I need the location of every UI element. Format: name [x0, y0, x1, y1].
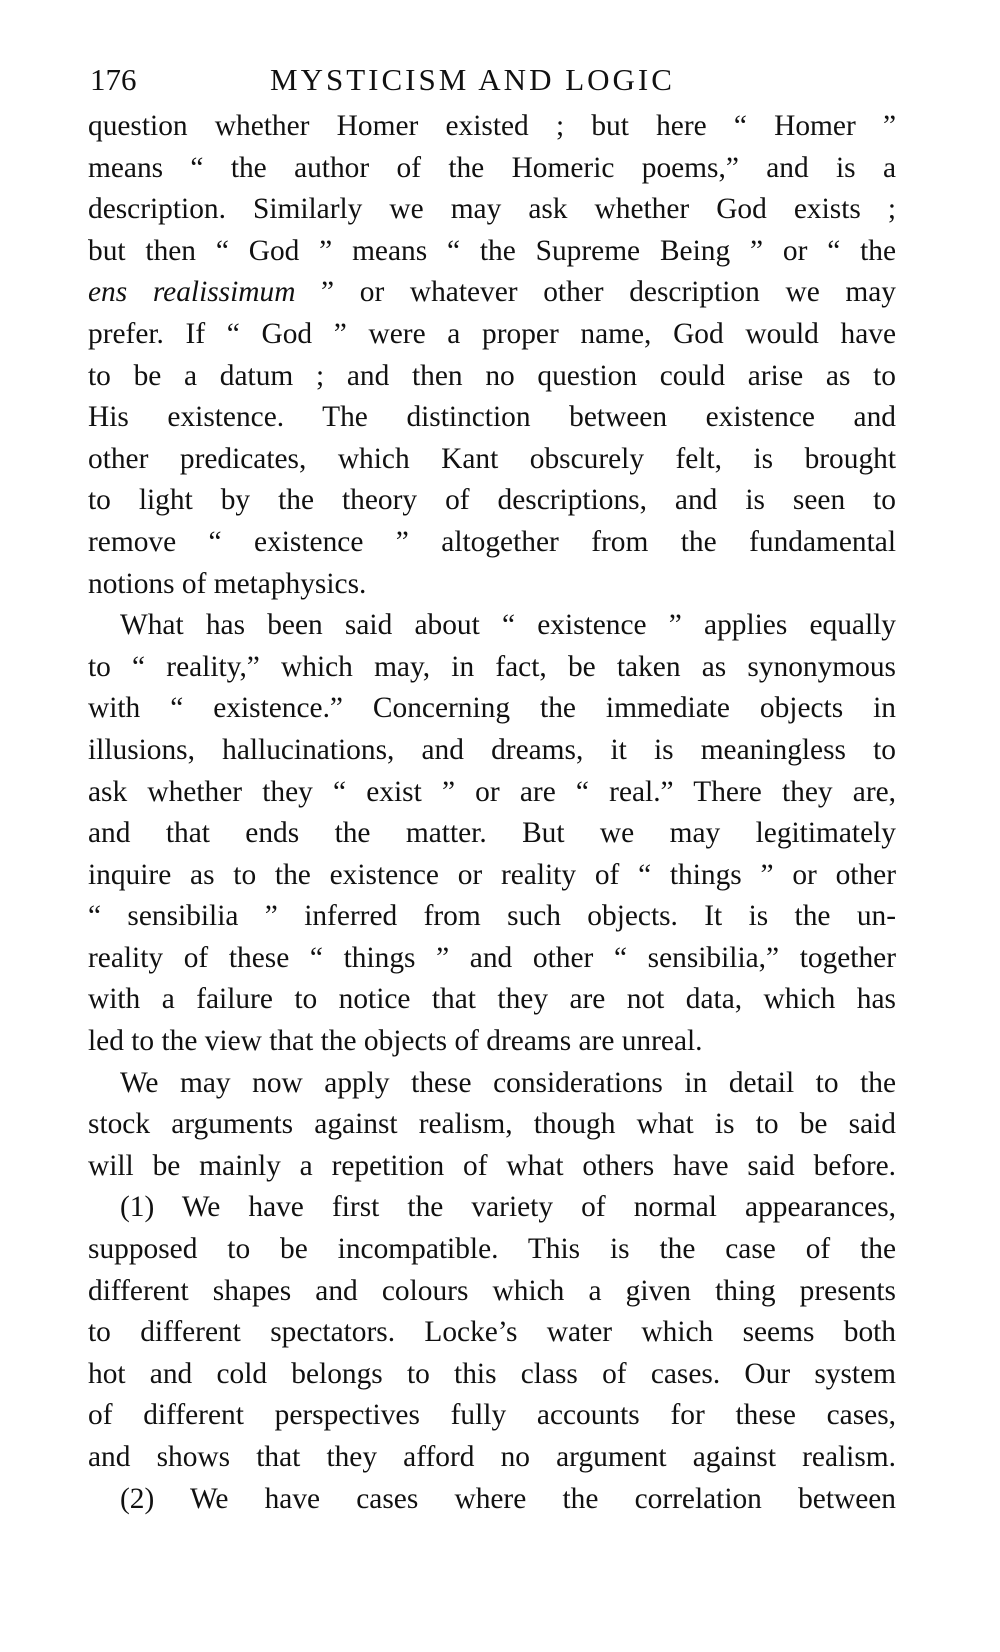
text-segment: notions of metaphysics. — [88, 567, 367, 600]
text-line — [88, 1104, 896, 1146]
text-line — [88, 1229, 896, 1271]
text-line — [88, 855, 896, 897]
paragraph — [88, 1187, 896, 1478]
paragraph — [88, 1479, 896, 1521]
text-line — [88, 1021, 896, 1063]
text-segment: question whether Homer existed ; but here “ Homer ” — [88, 110, 896, 142]
text-segment: with a failure to notice that they are not data, which has — [88, 983, 896, 1016]
text-line — [88, 772, 896, 814]
text-segment: (1) We have first the variety of normal appearances, — [120, 1191, 896, 1224]
text-line — [88, 439, 896, 481]
text-segment: to light by the theory of descriptions, and is seen to — [88, 484, 896, 517]
text-segment: description. Similarly we may ask whether God exists ; — [88, 193, 896, 226]
text-line — [88, 813, 896, 855]
text-line — [88, 480, 896, 522]
text-line — [88, 1271, 896, 1313]
text-segment: with “ existence.” Concerning the immediate objects in — [88, 692, 896, 725]
text-segment: and that ends the matter. But we may legitimately — [88, 817, 896, 850]
text-line — [88, 231, 896, 273]
text-line — [88, 1312, 896, 1354]
paragraph — [88, 1063, 896, 1188]
text-segment: reality of these “ things ” and other “ sensibilia,” together — [88, 941, 896, 974]
text-segment: His existence. The distinction between existence and — [88, 401, 896, 434]
text-segment: but then “ God ” means “ the Supreme Being ” or “ the — [88, 234, 896, 267]
paragraph — [88, 106, 896, 605]
text-segment: and shows that they afford no argument against realism. — [88, 1441, 896, 1473]
text-line — [88, 979, 896, 1021]
text-segment: “ sensibilia ” inferred from such objects. It is the un- — [88, 900, 896, 933]
text-segment: will be mainly a repetition of what others have said before. — [88, 1149, 896, 1182]
text-segment: supposed to be incompatible. This is the case of the — [88, 1233, 896, 1266]
text-segment: stock arguments against realism, though what is to be said — [88, 1108, 896, 1141]
text-segment: different shapes and colours which a given thing presents — [88, 1274, 896, 1307]
text-line — [88, 564, 896, 606]
text-line — [88, 314, 896, 356]
text-segment: prefer. If “ God ” were a proper name, God would have — [88, 317, 896, 350]
body-text — [88, 106, 896, 1520]
text-segment: remove “ existence ” altogether from the fundamental — [88, 525, 896, 558]
text-line — [88, 688, 896, 730]
text-line — [88, 1146, 896, 1188]
italic-phrase: ens realissimum — [88, 276, 296, 309]
text-line — [88, 730, 896, 772]
text-segment: What has been said about “ existence ” applies equally — [120, 609, 896, 642]
paragraph — [88, 605, 896, 1063]
text-line — [88, 148, 896, 190]
text-segment: to be a datum ; and then no question could arise as to — [88, 359, 896, 392]
book-page — [88, 56, 896, 1520]
text-segment: to different spectators. Locke’s water which seems both — [88, 1316, 896, 1349]
text-line — [88, 356, 896, 398]
text-line — [88, 1354, 896, 1396]
text-line — [88, 272, 896, 314]
text-segment: We may now apply these considerations in detail to the — [120, 1066, 896, 1099]
running-head — [88, 56, 896, 106]
text-segment: inquire as to the existence or reality of “ things ” or other — [88, 858, 896, 891]
text-line — [88, 1395, 896, 1437]
text-line — [88, 106, 896, 148]
text-line — [88, 522, 896, 564]
text-line — [88, 938, 896, 980]
text-segment: ” or whatever other description we may — [295, 276, 896, 309]
text-segment: illusions, hallucinations, and dreams, it is meaningless to — [88, 733, 896, 766]
text-segment: means “ the author of the Homeric poems,” and is a — [88, 151, 896, 184]
running-title: MYSTICISM AND LOGIC — [270, 62, 675, 97]
text-segment: led to the view that the objects of dreams are unreal. — [88, 1025, 703, 1058]
text-line — [88, 605, 896, 647]
text-segment: hot and cold belongs to this class of cases. Our system — [88, 1357, 896, 1390]
text-line — [88, 1187, 896, 1229]
text-segment: (2) We have cases where the correlation between — [120, 1482, 896, 1515]
text-line — [88, 896, 896, 938]
text-line — [88, 189, 896, 231]
text-line — [88, 1437, 896, 1479]
text-segment: other predicates, which Kant obscurely felt, is brought — [88, 442, 896, 475]
page-number: 176 — [90, 62, 137, 97]
text-line — [88, 397, 896, 439]
text-segment: of different perspectives fully accounts for these cases, — [88, 1399, 896, 1432]
text-segment: ask whether they “ exist ” or are “ real.” There they are, — [88, 775, 896, 808]
text-line — [88, 1479, 896, 1521]
text-segment: to “ reality,” which may, in fact, be taken as synonymous — [88, 650, 896, 683]
text-line — [88, 1063, 896, 1105]
text-line — [88, 647, 896, 689]
